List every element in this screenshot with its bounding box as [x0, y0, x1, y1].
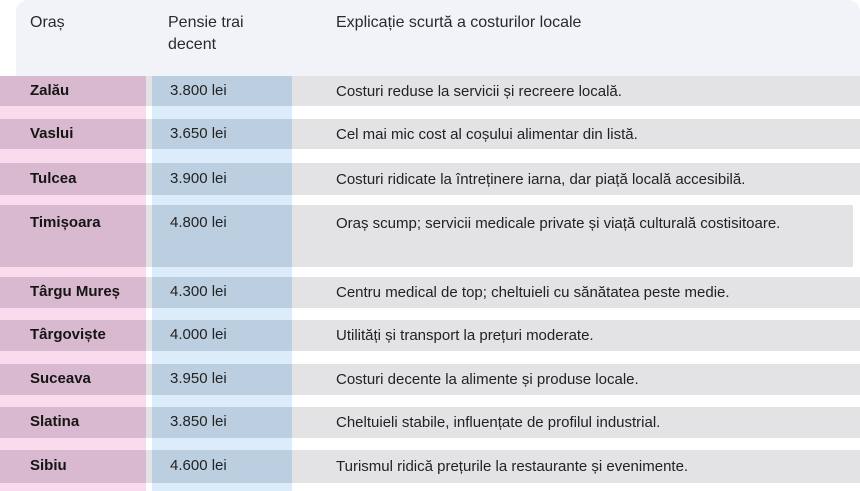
description-cell: Oraș scump; servicii medicale private și viață culturală costisitoare. [336, 215, 781, 232]
pension-cell: 4.600 lei [170, 457, 227, 474]
pension-cell: 3.650 lei [170, 125, 227, 142]
pension-cell: 4.800 lei [170, 214, 227, 231]
table-row [0, 163, 860, 195]
description-cell: Costuri decente la alimente și produse locale. [336, 371, 639, 388]
city-cell: Timișoara [30, 214, 101, 231]
table-row [0, 320, 860, 351]
city-cell: Slatina [30, 413, 80, 430]
pension-cell: 4.300 lei [170, 283, 227, 300]
table-row [0, 277, 860, 308]
city-cell: Sibiu [30, 457, 67, 474]
description-cell: Cheltuieli stabile, influențate de profilul industrial. [336, 414, 661, 431]
table-row [0, 407, 860, 438]
city-cell: Târgoviște [30, 326, 106, 343]
pension-cell: 3.950 lei [170, 370, 227, 387]
city-cell: Târgu Mureș [30, 283, 121, 300]
city-cell: Suceava [30, 370, 91, 387]
description-cell: Utilități și transport la prețuri moderate. [336, 327, 594, 344]
header-city: Oraș [30, 14, 65, 31]
header-pension [168, 12, 244, 56]
description-cell: Costuri ridicate la întreținere iarna, dar piață locală accesibilă. [336, 171, 746, 188]
city-cell: Tulcea [30, 170, 77, 187]
header-pension-line1: Pensie trai [168, 14, 244, 31]
pension-cell: 3.850 lei [170, 413, 227, 430]
pension-cell: 3.800 lei [170, 82, 227, 99]
pension-cell: 4.000 lei [170, 326, 227, 343]
table-row [0, 364, 860, 395]
header-pension-line2: decent [168, 36, 217, 53]
header-description: Explicație scurtă a costurilor locale [336, 14, 582, 31]
table-row [0, 119, 860, 149]
city-cell: Zalău [30, 82, 70, 99]
pension-cell: 3.900 lei [170, 170, 227, 187]
description-cell: Centru medical de top; cheltuieli cu sănătatea peste medie. [336, 284, 730, 301]
description-cell: Costuri reduse la servicii și recreere locală. [336, 83, 622, 100]
table-row [0, 76, 860, 106]
table-row [0, 205, 860, 267]
description-cell: Turismul ridică prețurile la restaurante și evenimente. [336, 458, 689, 475]
table-row [0, 450, 860, 483]
city-cell: Vaslui [30, 125, 74, 142]
description-cell: Cel mai mic cost al coșului alimentar din listă. [336, 126, 638, 143]
